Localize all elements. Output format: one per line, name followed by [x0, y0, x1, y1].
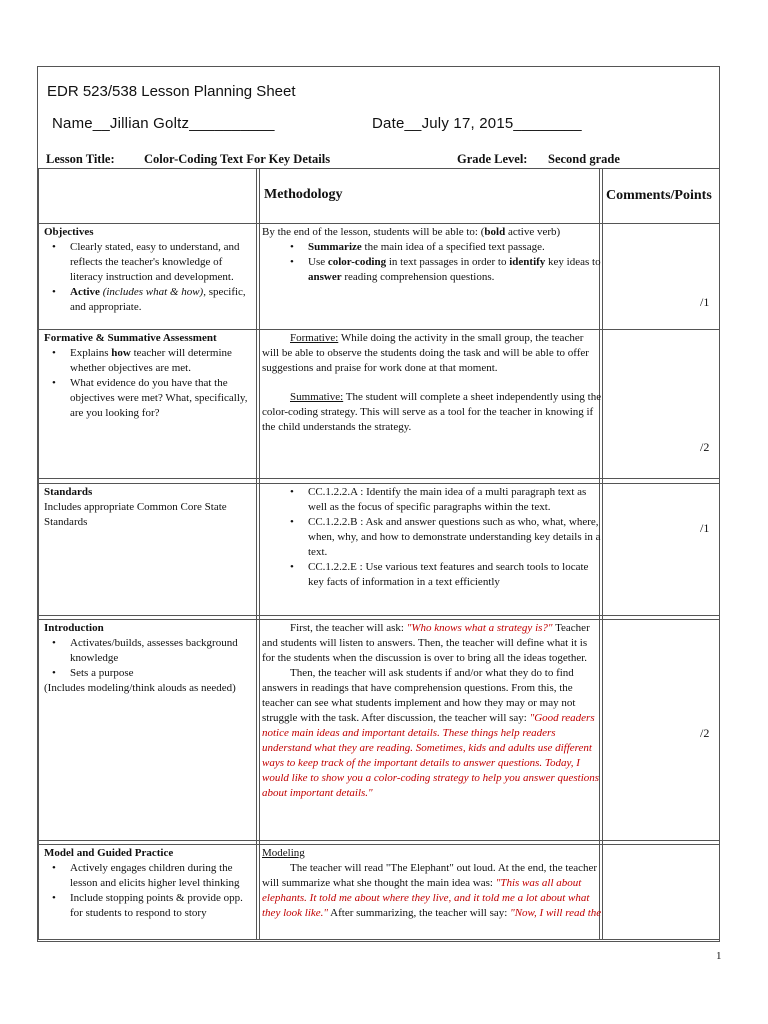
- summative-assessment: Summative: The student will complete a sheet independently using the color-coding strategy. This will serve as a tool for the teacher in knowing if the child understands the strategy.: [262, 391, 602, 433]
- introduction-criteria: [44, 621, 252, 696]
- row-divider: [38, 223, 719, 224]
- row-divider: [38, 844, 719, 845]
- standard-2: • CC.1.2.2.B : Ask and answer questions such as who, what, where, when, why, and how to demonstrate understanding key details in a text.: [308, 515, 602, 560]
- assessment-criterion-2: • What evidence do you have that the objectives were met? What, specifically, are you looking for?: [70, 376, 252, 421]
- objectives-intro: By the end of the lesson, students will be able to: (bold active verb): [262, 226, 561, 238]
- assessment-points: /2: [700, 440, 710, 454]
- column-border: [38, 168, 39, 939]
- assessment-methodology: [262, 331, 602, 435]
- model-methodology: [262, 846, 602, 921]
- objective-2: • Use color-coding in text passages in order to identify key ideas to answer reading comprehension questions.: [308, 255, 602, 285]
- column-border: [259, 168, 260, 939]
- column-border: [602, 168, 603, 939]
- grade-level-value: Second grade: [548, 152, 620, 166]
- lesson-title-value: Color-Coding Text For Key Details: [144, 152, 331, 166]
- assessment-criteria: [44, 331, 252, 421]
- objectives-criterion-1: • Clearly stated, easy to understand, and reflects the teacher's knowledge of literacy instruction and development.: [70, 240, 252, 285]
- row-divider: [38, 619, 719, 620]
- model-criteria: [44, 846, 252, 921]
- row-divider: [38, 840, 719, 841]
- table-top-border: [38, 168, 719, 169]
- sheet-title: EDR 523/538 Lesson Planning Sheet: [47, 83, 296, 100]
- standards-points: /1: [700, 521, 710, 535]
- modeling-paragraph: The teacher will read "The Elephant" out loud. At the end, the teacher will summarize what she thought the main idea was: "This was all about elephants. It told me about where they live, and it told me a lot about what they look like." After summarizing, the teacher will say: "Now, I will read the: [262, 862, 602, 919]
- objective-1: • Summarize the main idea of a specified text passage.: [308, 240, 602, 255]
- assessment-title: Formative & Summative Assessment: [44, 332, 217, 344]
- introduction-criterion-1: • Activates/builds, assesses background knowledge: [70, 636, 252, 666]
- standards-description: Includes appropriate Common Core State Standards: [44, 501, 227, 528]
- introduction-criterion-2: • Sets a purpose: [70, 666, 252, 681]
- objectives-points: /1: [700, 295, 710, 309]
- modeling-label: Modeling: [262, 847, 305, 859]
- row-divider: [38, 483, 719, 484]
- model-criterion-1: • Actively engages children during the lesson and elicits higher level thinking: [70, 861, 252, 891]
- row-divider: [38, 478, 719, 479]
- introduction-methodology: [262, 621, 602, 801]
- teacher-name: Name__Jillian Goltz__________: [52, 115, 275, 132]
- standards-methodology: [262, 485, 602, 590]
- column-border: [256, 168, 257, 939]
- formative-assessment: Formative: While doing the activity in the small group, the teacher will be able to observe the students doing the task and will be able to offer suggestions and praise for work done at that moment.: [262, 332, 589, 374]
- grade-level-label: Grade Level:: [457, 152, 528, 166]
- lesson-title-label: Lesson Title:: [46, 152, 115, 166]
- objectives-criteria: [44, 225, 252, 315]
- standards-title: Standards: [44, 486, 93, 498]
- standard-3: • CC.1.2.2.E : Use various text features and search tools to locate key facts of information in a text efficiently: [308, 560, 602, 590]
- introduction-paragraph-2: Then, the teacher will ask students if and/or what they do to find answers in readings that have comprehension questions. From this, the teacher can see what students implement and how they may or may not struggle with the task. After discussion, the teacher will say: "Good readers notice main ideas and important details. These things help readers understand what they are reading. Sometimes, kids and adults use different ways to keep track of the important details to answer questions. Today, I would like to show you a color-coding strategy to help you answer questions about important details.": [262, 667, 600, 799]
- standard-1: • CC.1.2.2.A : Identify the main idea of a multi paragraph text as well as the focus of specific paragraphs within the text.: [308, 485, 602, 515]
- lesson-planning-sheet: [37, 66, 720, 942]
- table-bottom-border: [38, 939, 719, 940]
- introduction-title: Introduction: [44, 622, 104, 634]
- objectives-title: Objectives: [44, 226, 94, 238]
- row-divider: [38, 615, 719, 616]
- introduction-points: /2: [700, 726, 710, 740]
- comments-header: Comments/Points: [606, 188, 712, 203]
- page-number: 1: [716, 950, 722, 962]
- objectives-criterion-2: • Active (includes what & how), specific, and appropriate.: [70, 285, 252, 315]
- model-criterion-2: • Include stopping points & provide opp. for students to respond to story: [70, 891, 252, 921]
- methodology-header: Methodology: [264, 187, 343, 202]
- assessment-criterion-1: • Explains how teacher will determine whether objectives are met.: [70, 346, 252, 376]
- introduction-paragraph-1: First, the teacher will ask: "Who knows what a strategy is?" Teacher and students will listen to answers. Then, the teacher will define what it is for the students when the discussion is over to bring all the ideas together.: [262, 622, 590, 664]
- model-title: Model and Guided Practice: [44, 847, 174, 859]
- lesson-date: Date__July 17, 2015________: [372, 115, 582, 132]
- introduction-note: (Includes modeling/think alouds as needed): [44, 682, 236, 694]
- objectives-methodology: [262, 225, 602, 285]
- standards-criteria: [44, 485, 252, 530]
- row-divider: [38, 329, 719, 330]
